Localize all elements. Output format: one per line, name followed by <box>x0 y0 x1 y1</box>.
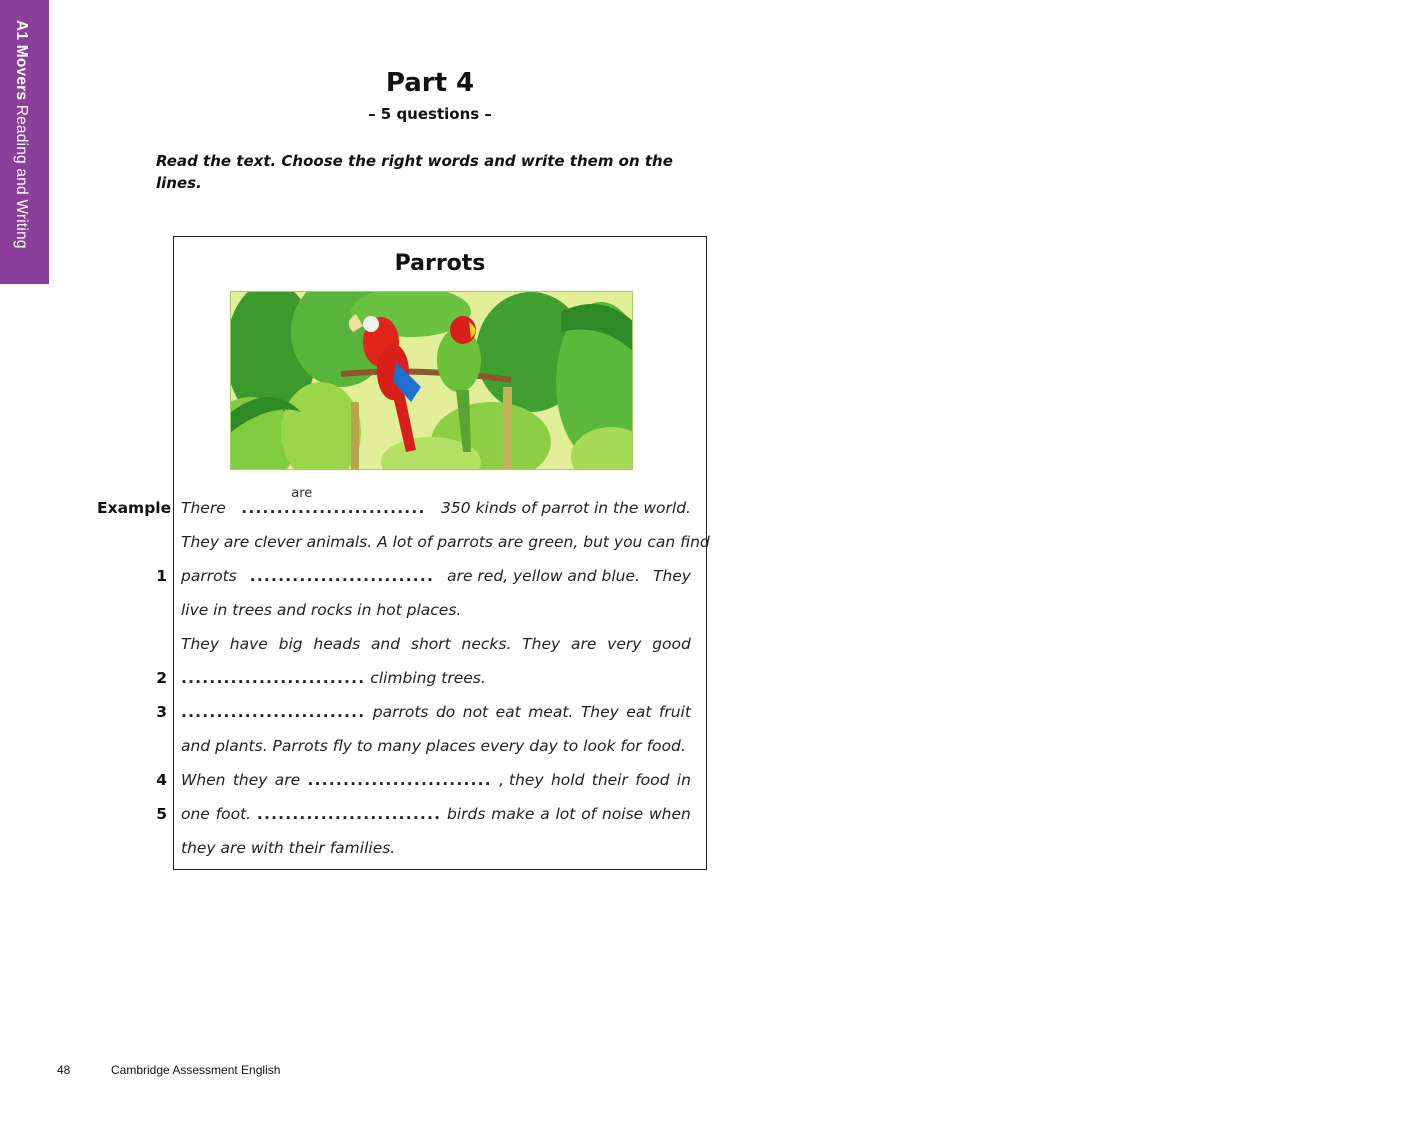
page-subtitle: – 5 questions – <box>368 105 492 123</box>
side-tab-level: A1 Movers <box>13 20 30 101</box>
answer-gap-2[interactable]: .......................... <box>181 669 366 687</box>
parrots-illustration <box>230 291 633 470</box>
page-number: 48 <box>57 1063 71 1077</box>
reading-text <box>181 486 710 865</box>
page-title: Part 4 <box>385 68 475 98</box>
text-line-6: .......................... climbing trees. <box>181 661 691 695</box>
side-tab <box>0 0 49 284</box>
jungle-parrots-image <box>231 292 633 470</box>
answer-gap-5[interactable]: .......................... <box>256 805 442 823</box>
question-number-5: 5 <box>156 805 167 823</box>
answer-gap-4[interactable]: .......................... <box>307 771 492 789</box>
text-line-8: and plants. Parrots fly to many places every day to look for food. <box>181 737 686 755</box>
text-line-9: When they are .......................... , they hold their food in <box>181 763 691 797</box>
text-title: Parrots <box>394 251 486 276</box>
answer-gap-3[interactable]: .......................... <box>181 703 366 721</box>
example-gap: .......................... are <box>241 491 425 525</box>
text-line-1: There .......................... are 350 kinds of parrot in the world. <box>181 491 691 525</box>
instructions: Read the text. Choose the right words and write them on the lines. <box>156 152 673 192</box>
publisher-name: Cambridge Assessment English <box>111 1063 281 1077</box>
text-line-7: .......................... parrots do not eat meat. They eat fruit <box>181 695 691 729</box>
reading-text-box <box>173 236 710 870</box>
text-line-5: They have big heads and short necks. They are very good <box>181 635 691 653</box>
question-number-1: 1 <box>156 567 167 585</box>
text-line-2: They are clever animals. A lot of parrots are green, but you can find <box>181 533 710 551</box>
question-number-2: 2 <box>156 669 167 687</box>
text-line-11: they are with their families. <box>181 839 396 857</box>
text-line-10: one foot. .......................... birds make a lot of noise when <box>181 797 691 831</box>
text-line-4: live in trees and rocks in hot places. <box>181 601 462 619</box>
side-tab-paper: Reading and Writing <box>13 104 30 249</box>
text-line-3: parrots .......................... are red, yellow and blue. They <box>181 559 691 593</box>
side-tab-label <box>12 20 30 249</box>
example-answer: are <box>291 486 313 501</box>
answer-gap-1[interactable]: .......................... <box>249 567 435 585</box>
question-number-4: 4 <box>156 771 167 789</box>
example-label: Example <box>97 499 172 517</box>
question-number-3: 3 <box>156 703 167 721</box>
